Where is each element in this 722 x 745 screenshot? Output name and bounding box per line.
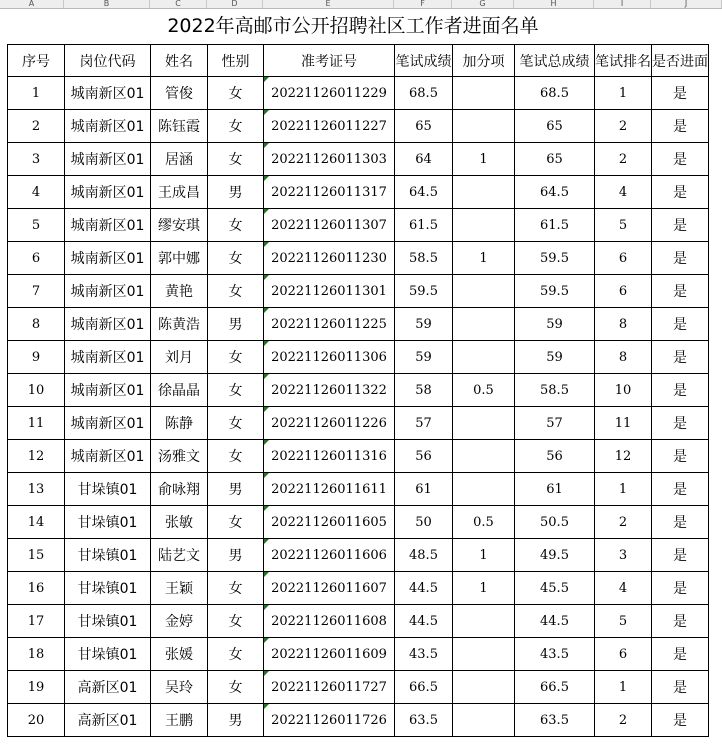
cell-name[interactable]: 缪安琪 [151, 209, 208, 242]
table-row [8, 143, 709, 176]
cell-seq[interactable]: 20 [8, 704, 65, 737]
cell-seq[interactable]: 19 [8, 671, 65, 704]
cell-interview[interactable]: 是 [652, 176, 709, 209]
cell-seq[interactable]: 11 [8, 407, 65, 440]
cell-score[interactable]: 58 [395, 374, 453, 407]
cell-rank[interactable]: 2 [595, 704, 652, 737]
cell-name[interactable]: 陆艺文 [151, 539, 208, 572]
cell-score[interactable]: 64 [395, 143, 453, 176]
cell-gender[interactable]: 女 [208, 143, 264, 176]
cell-gender[interactable]: 女 [208, 407, 264, 440]
cell-rank[interactable]: 6 [595, 275, 652, 308]
cell-score[interactable]: 56 [395, 440, 453, 473]
cell-score[interactable]: 65 [395, 110, 453, 143]
cell-post-code[interactable]: 甘垛镇01 [65, 473, 151, 506]
cell-gender[interactable]: 女 [208, 671, 264, 704]
cell-ticket[interactable]: 20221126011226 [264, 407, 395, 440]
cell-ticket[interactable]: 20221126011316 [264, 440, 395, 473]
cell-gender[interactable]: 女 [208, 638, 264, 671]
cell-post-code[interactable]: 城南新区01 [65, 407, 151, 440]
cell-ticket[interactable]: 20221126011307 [264, 209, 395, 242]
cell-post-code[interactable]: 高新区01 [65, 671, 151, 704]
cell-name[interactable]: 俞咏翔 [151, 473, 208, 506]
cell-total[interactable]: 43.5 [515, 638, 595, 671]
cell-bonus[interactable] [453, 176, 515, 209]
cell-post-code[interactable]: 甘垛镇01 [65, 539, 151, 572]
cell-gender[interactable]: 女 [208, 440, 264, 473]
cell-interview[interactable]: 是 [652, 143, 709, 176]
column-letter[interactable]: F [394, 0, 452, 8]
cell-name[interactable]: 王成昌 [151, 176, 208, 209]
table-row [8, 539, 709, 572]
cell-bonus[interactable]: 0.5 [453, 374, 515, 407]
cell-interview[interactable]: 是 [652, 209, 709, 242]
table-row [8, 473, 709, 506]
cell-ticket[interactable]: 20221126011605 [264, 506, 395, 539]
cell-gender[interactable]: 女 [208, 506, 264, 539]
cell-seq[interactable]: 2 [8, 110, 65, 143]
cell-score[interactable]: 59 [395, 308, 453, 341]
header-row [8, 45, 709, 77]
cell-interview[interactable]: 是 [652, 638, 709, 671]
cell-seq[interactable]: 15 [8, 539, 65, 572]
cell-post-code[interactable]: 城南新区01 [65, 341, 151, 374]
cell-ticket[interactable]: 20221126011225 [264, 308, 395, 341]
column-letter[interactable]: E [263, 0, 394, 8]
cell-total[interactable]: 65 [515, 110, 595, 143]
cell-interview[interactable]: 是 [652, 572, 709, 605]
cell-interview[interactable]: 是 [652, 374, 709, 407]
cell-bonus[interactable] [453, 473, 515, 506]
cell-bonus[interactable]: 1 [453, 572, 515, 605]
column-letter[interactable]: B [64, 0, 150, 8]
cell-gender[interactable]: 男 [208, 308, 264, 341]
table-row [8, 572, 709, 605]
cell-total[interactable]: 57 [515, 407, 595, 440]
cell-post-code[interactable]: 城南新区01 [65, 110, 151, 143]
cell-total[interactable]: 44.5 [515, 605, 595, 638]
column-letter[interactable]: I [594, 0, 651, 8]
cell-interview[interactable]: 是 [652, 407, 709, 440]
cell-seq[interactable]: 16 [8, 572, 65, 605]
cell-ticket[interactable]: 20221126011317 [264, 176, 395, 209]
cell-score[interactable]: 59 [395, 341, 453, 374]
cell-seq[interactable]: 8 [8, 308, 65, 341]
cell-name[interactable]: 郭中娜 [151, 242, 208, 275]
cell-post-code[interactable]: 城南新区01 [65, 275, 151, 308]
cell-rank[interactable]: 8 [595, 341, 652, 374]
table-row [8, 506, 709, 539]
table-row [8, 275, 709, 308]
cell-rank[interactable]: 5 [595, 209, 652, 242]
table-body [8, 77, 709, 737]
cell-name[interactable]: 徐晶晶 [151, 374, 208, 407]
header-gender[interactable]: 性别 [208, 45, 264, 77]
cell-score[interactable]: 43.5 [395, 638, 453, 671]
cell-ticket[interactable]: 20221126011607 [264, 572, 395, 605]
cell-seq[interactable]: 7 [8, 275, 65, 308]
cell-interview[interactable]: 是 [652, 341, 709, 374]
table-row [8, 704, 709, 737]
cell-ticket[interactable]: 20221126011301 [264, 275, 395, 308]
cell-gender[interactable]: 男 [208, 176, 264, 209]
cell-ticket[interactable]: 20221126011611 [264, 473, 395, 506]
cell-total[interactable]: 64.5 [515, 176, 595, 209]
cell-rank[interactable]: 12 [595, 440, 652, 473]
table-row [8, 242, 709, 275]
cell-interview[interactable]: 是 [652, 671, 709, 704]
cell-seq[interactable]: 6 [8, 242, 65, 275]
cell-total[interactable]: 66.5 [515, 671, 595, 704]
header-total[interactable]: 笔试总成绩 [515, 45, 595, 77]
cell-rank[interactable]: 8 [595, 308, 652, 341]
cell-gender[interactable]: 女 [208, 341, 264, 374]
cell-rank[interactable]: 4 [595, 176, 652, 209]
cell-gender[interactable]: 女 [208, 275, 264, 308]
sheet-title[interactable]: 2022年高邮市公开招聘社区工作者进面名单 [167, 15, 539, 37]
cell-ticket[interactable]: 20221126011227 [264, 110, 395, 143]
cell-rank[interactable]: 4 [595, 572, 652, 605]
cell-total[interactable]: 61 [515, 473, 595, 506]
header-bonus[interactable]: 加分项 [453, 45, 515, 77]
cell-total[interactable]: 68.5 [515, 77, 595, 110]
cell-total[interactable]: 61.5 [515, 209, 595, 242]
header-score[interactable]: 笔试成绩 [395, 45, 453, 77]
cell-post-code[interactable]: 城南新区01 [65, 440, 151, 473]
header-name[interactable]: 姓名 [151, 45, 208, 77]
cell-score[interactable]: 61 [395, 473, 453, 506]
cell-score[interactable]: 50 [395, 506, 453, 539]
column-letter[interactable]: J [651, 0, 722, 8]
cell-rank[interactable]: 2 [595, 110, 652, 143]
cell-name[interactable]: 陈钰霞 [151, 110, 208, 143]
cell-total[interactable]: 50.5 [515, 506, 595, 539]
cell-post-code[interactable]: 城南新区01 [65, 176, 151, 209]
cell-score[interactable]: 61.5 [395, 209, 453, 242]
header-interview[interactable]: 是否进面 [652, 45, 709, 77]
header-rank[interactable]: 笔试排名 [595, 45, 652, 77]
cell-ticket[interactable]: 20221126011303 [264, 143, 395, 176]
cell-gender[interactable]: 女 [208, 242, 264, 275]
table-row [8, 341, 709, 374]
cell-gender[interactable]: 男 [208, 704, 264, 737]
cell-seq[interactable]: 14 [8, 506, 65, 539]
column-letter[interactable]: H [514, 0, 594, 8]
cell-bonus[interactable]: 1 [453, 143, 515, 176]
cell-ticket[interactable]: 20221126011609 [264, 638, 395, 671]
cell-gender[interactable]: 女 [208, 605, 264, 638]
cell-post-code[interactable]: 城南新区01 [65, 242, 151, 275]
results-table [7, 44, 709, 737]
cell-ticket[interactable]: 20221126011230 [264, 242, 395, 275]
cell-total[interactable]: 58.5 [515, 374, 595, 407]
cell-bonus[interactable] [453, 704, 515, 737]
cell-score[interactable]: 57 [395, 407, 453, 440]
table-row [8, 77, 709, 110]
column-letter[interactable]: A [0, 0, 64, 8]
cell-bonus[interactable]: 1 [453, 539, 515, 572]
cell-post-code[interactable]: 城南新区01 [65, 308, 151, 341]
cell-ticket[interactable]: 20221126011726 [264, 704, 395, 737]
header-seq[interactable]: 序号 [8, 45, 65, 77]
table-row [8, 407, 709, 440]
cell-seq[interactable]: 4 [8, 176, 65, 209]
cell-name[interactable]: 王颖 [151, 572, 208, 605]
cell-score[interactable]: 64.5 [395, 176, 453, 209]
cell-post-code[interactable]: 高新区01 [65, 704, 151, 737]
cell-post-code[interactable]: 城南新区01 [65, 374, 151, 407]
cell-seq[interactable]: 10 [8, 374, 65, 407]
cell-seq[interactable]: 3 [8, 143, 65, 176]
cell-bonus[interactable] [453, 407, 515, 440]
cell-seq[interactable]: 13 [8, 473, 65, 506]
cell-gender[interactable]: 女 [208, 209, 264, 242]
cell-seq[interactable]: 12 [8, 440, 65, 473]
cell-bonus[interactable] [453, 638, 515, 671]
header-ticket[interactable]: 准考证号 [264, 45, 395, 77]
table-row [8, 308, 709, 341]
cell-name[interactable]: 汤雅文 [151, 440, 208, 473]
cell-ticket[interactable]: 20221126011229 [264, 77, 395, 110]
cell-name[interactable]: 居涵 [151, 143, 208, 176]
cell-rank[interactable]: 1 [595, 473, 652, 506]
column-letter[interactable]: G [452, 0, 514, 8]
cell-bonus[interactable]: 1 [453, 242, 515, 275]
cell-interview[interactable]: 是 [652, 539, 709, 572]
cell-post-code[interactable]: 甘垛镇01 [65, 605, 151, 638]
cell-bonus[interactable] [453, 110, 515, 143]
cell-name[interactable]: 吴玲 [151, 671, 208, 704]
header-post-code[interactable]: 岗位代码 [65, 45, 151, 77]
cell-bonus[interactable] [453, 341, 515, 374]
cell-ticket[interactable]: 20221126011727 [264, 671, 395, 704]
cell-bonus[interactable] [453, 308, 515, 341]
cell-rank[interactable]: 11 [595, 407, 652, 440]
cell-post-code[interactable]: 城南新区01 [65, 77, 151, 110]
cell-bonus[interactable] [453, 275, 515, 308]
cell-score[interactable]: 48.5 [395, 539, 453, 572]
table-row [8, 440, 709, 473]
cell-seq[interactable]: 5 [8, 209, 65, 242]
cell-rank[interactable]: 2 [595, 143, 652, 176]
cell-seq[interactable]: 9 [8, 341, 65, 374]
cell-score[interactable]: 59.5 [395, 275, 453, 308]
cell-post-code[interactable]: 城南新区01 [65, 143, 151, 176]
cell-interview[interactable]: 是 [652, 77, 709, 110]
cell-interview[interactable]: 是 [652, 440, 709, 473]
cell-post-code[interactable]: 甘垛镇01 [65, 572, 151, 605]
cell-rank[interactable]: 1 [595, 77, 652, 110]
cell-name[interactable]: 陈黄浩 [151, 308, 208, 341]
cell-total[interactable]: 59 [515, 341, 595, 374]
cell-rank[interactable]: 5 [595, 605, 652, 638]
table-row [8, 605, 709, 638]
cell-name[interactable]: 黄艳 [151, 275, 208, 308]
cell-interview[interactable]: 是 [652, 704, 709, 737]
cell-rank[interactable]: 10 [595, 374, 652, 407]
cell-interview[interactable]: 是 [652, 110, 709, 143]
cell-interview[interactable]: 是 [652, 605, 709, 638]
column-letter[interactable]: D [207, 0, 263, 8]
table-row [8, 209, 709, 242]
cell-interview[interactable]: 是 [652, 506, 709, 539]
cell-rank[interactable]: 2 [595, 506, 652, 539]
cell-post-code[interactable]: 甘垛镇01 [65, 638, 151, 671]
cell-total[interactable]: 49.5 [515, 539, 595, 572]
cell-name[interactable]: 管俊 [151, 77, 208, 110]
cell-rank[interactable]: 6 [595, 638, 652, 671]
cell-name[interactable]: 张媛 [151, 638, 208, 671]
cell-total[interactable]: 59 [515, 308, 595, 341]
cell-seq[interactable]: 17 [8, 605, 65, 638]
cell-bonus[interactable]: 0.5 [453, 506, 515, 539]
cell-gender[interactable]: 男 [208, 539, 264, 572]
cell-total[interactable]: 45.5 [515, 572, 595, 605]
cell-post-code[interactable]: 甘垛镇01 [65, 506, 151, 539]
cell-rank[interactable]: 6 [595, 242, 652, 275]
cell-ticket[interactable]: 20221126011608 [264, 605, 395, 638]
cell-name[interactable]: 陈静 [151, 407, 208, 440]
cell-ticket[interactable]: 20221126011306 [264, 341, 395, 374]
cell-gender[interactable]: 男 [208, 473, 264, 506]
cell-score[interactable]: 68.5 [395, 77, 453, 110]
table-row [8, 374, 709, 407]
table-row [8, 110, 709, 143]
cell-total[interactable]: 59.5 [515, 275, 595, 308]
cell-name[interactable]: 金婷 [151, 605, 208, 638]
cell-rank[interactable]: 3 [595, 539, 652, 572]
cell-seq[interactable]: 1 [8, 77, 65, 110]
cell-name[interactable]: 张敏 [151, 506, 208, 539]
cell-total[interactable]: 63.5 [515, 704, 595, 737]
cell-name[interactable]: 刘月 [151, 341, 208, 374]
cell-bonus[interactable] [453, 209, 515, 242]
cell-score[interactable]: 44.5 [395, 605, 453, 638]
cell-interview[interactable]: 是 [652, 242, 709, 275]
table-row [8, 671, 709, 704]
cell-total[interactable]: 56 [515, 440, 595, 473]
cell-bonus[interactable] [453, 77, 515, 110]
cell-score[interactable]: 44.5 [395, 572, 453, 605]
cell-rank[interactable]: 1 [595, 671, 652, 704]
table-row [8, 176, 709, 209]
cell-interview[interactable]: 是 [652, 275, 709, 308]
cell-total[interactable]: 65 [515, 143, 595, 176]
table-row [8, 638, 709, 671]
column-letter[interactable]: C [150, 0, 207, 8]
cell-gender[interactable]: 女 [208, 110, 264, 143]
cell-bonus[interactable] [453, 440, 515, 473]
cell-bonus[interactable] [453, 671, 515, 704]
cell-score[interactable]: 66.5 [395, 671, 453, 704]
cell-gender[interactable]: 女 [208, 572, 264, 605]
cell-gender[interactable]: 女 [208, 77, 264, 110]
cell-gender[interactable]: 女 [208, 374, 264, 407]
cell-interview[interactable]: 是 [652, 473, 709, 506]
cell-post-code[interactable]: 城南新区01 [65, 209, 151, 242]
cell-score[interactable]: 63.5 [395, 704, 453, 737]
cell-total[interactable]: 59.5 [515, 242, 595, 275]
cell-name[interactable]: 王鹏 [151, 704, 208, 737]
cell-ticket[interactable]: 20221126011606 [264, 539, 395, 572]
cell-score[interactable]: 58.5 [395, 242, 453, 275]
cell-interview[interactable]: 是 [652, 308, 709, 341]
cell-bonus[interactable] [453, 605, 515, 638]
cell-seq[interactable]: 18 [8, 638, 65, 671]
cell-ticket[interactable]: 20221126011322 [264, 374, 395, 407]
